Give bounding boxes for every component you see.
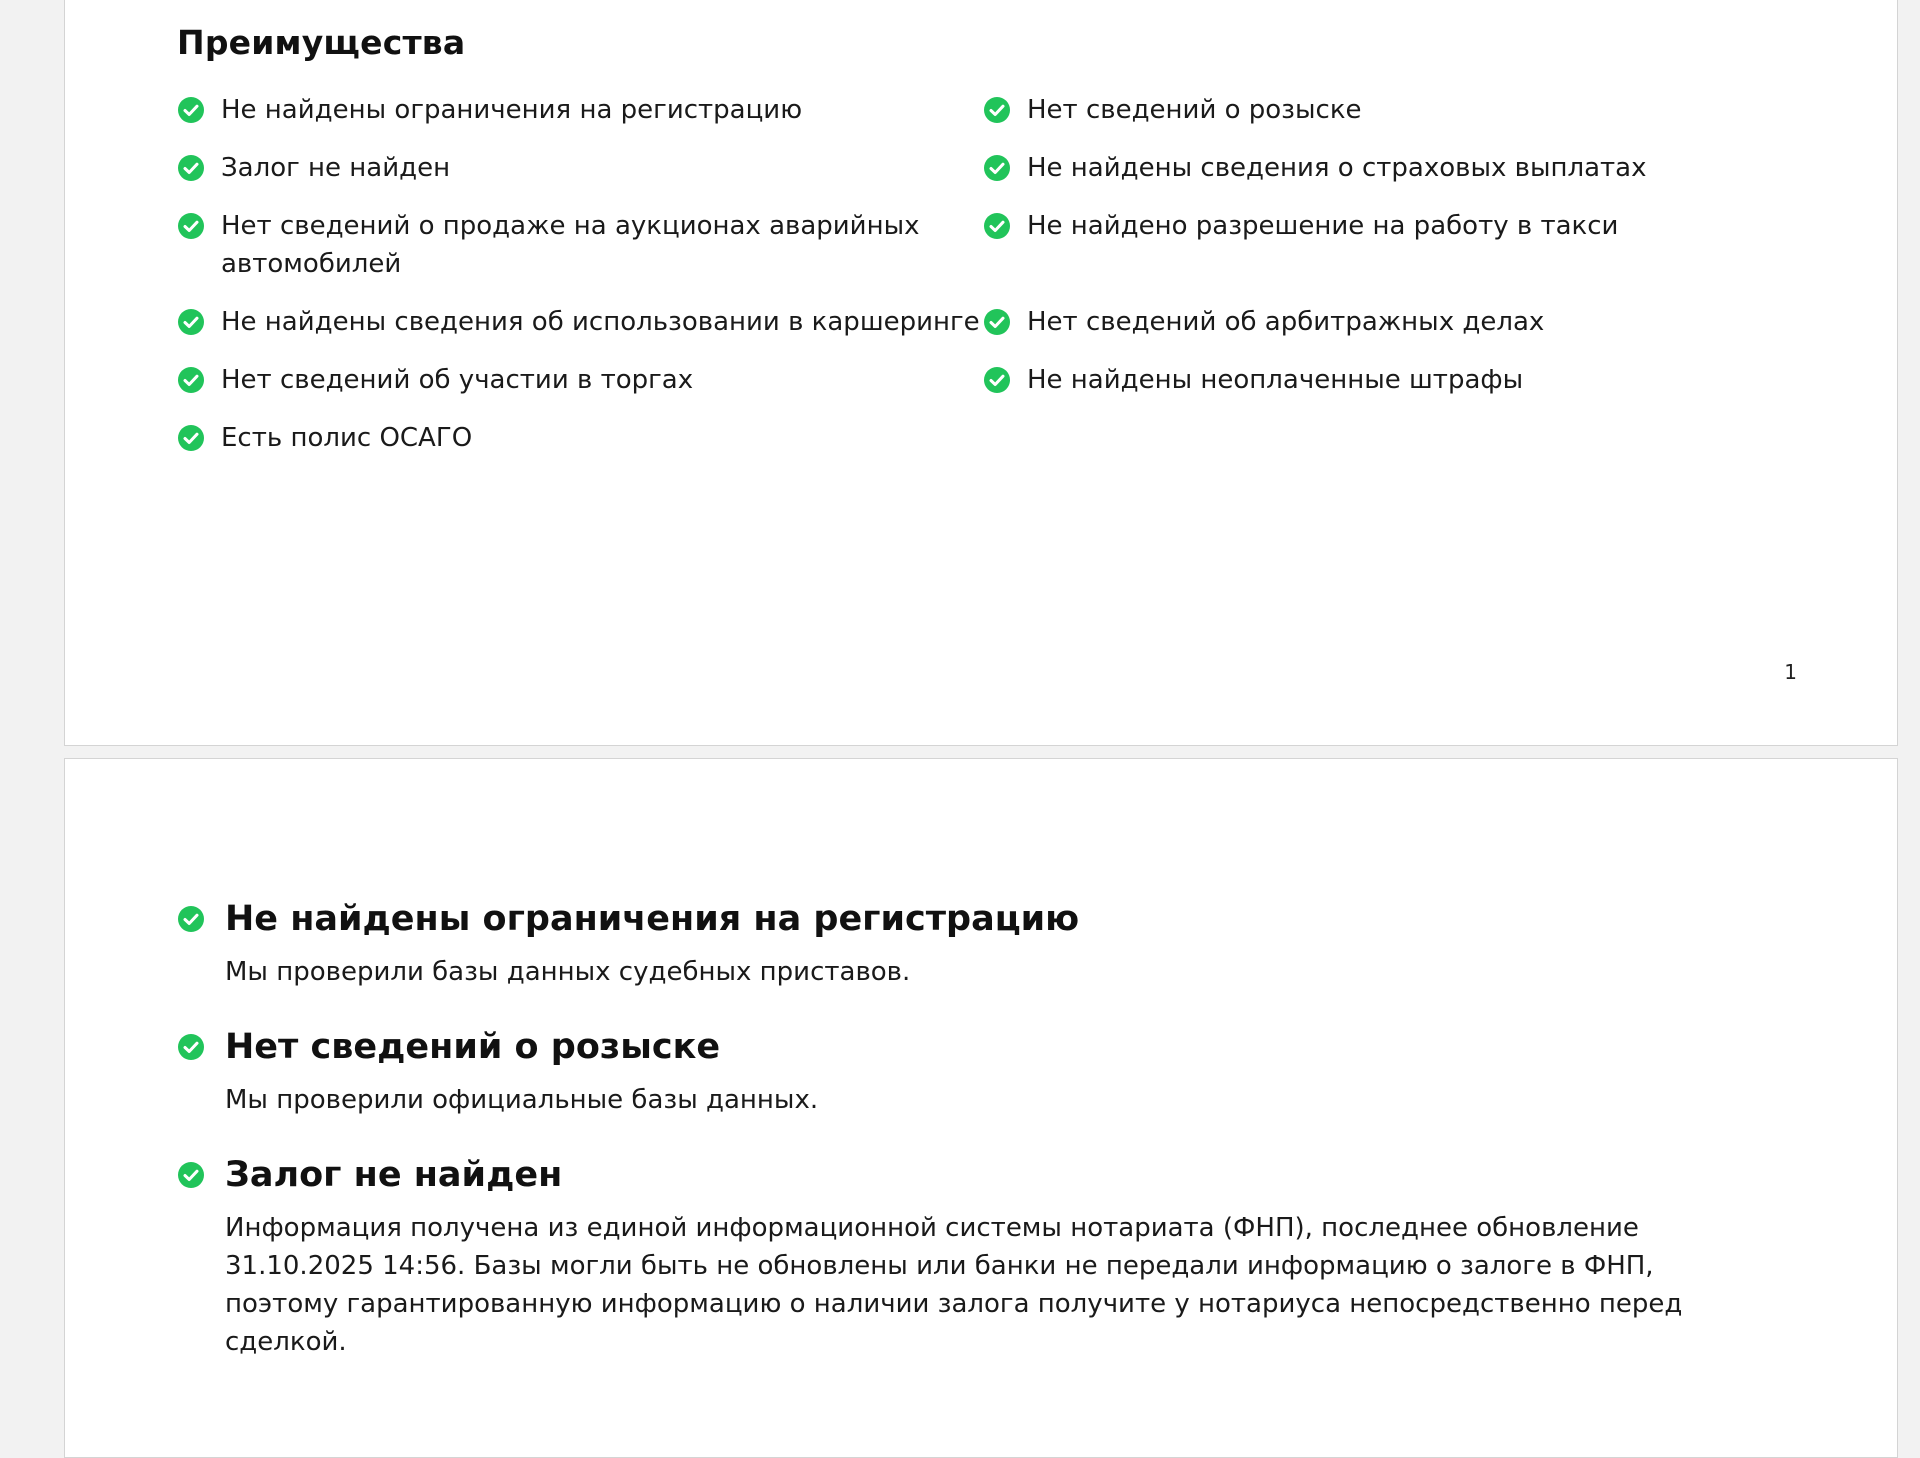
advantage-label: Нет сведений об арбитражных делах (1027, 307, 1545, 337)
check-circle-icon (177, 96, 205, 124)
advantage-label: Не найдены сведения об использовании в каршеринге (221, 307, 980, 337)
detail-title: Залог не найден (225, 1155, 563, 1195)
check-circle-icon (177, 905, 205, 933)
check-circle-icon (983, 366, 1011, 394)
detail-description: Мы проверили базы данных судебных приставов. (225, 957, 911, 987)
advantage-label: Нет сведений об участии в торгах (221, 365, 694, 395)
advantage-item (983, 91, 1743, 149)
detail-title: Нет сведений о розыске (225, 1027, 721, 1067)
check-circle-icon (177, 424, 205, 452)
advantage-item (983, 207, 1743, 303)
advantage-item (177, 149, 983, 207)
report-page-1 (64, 0, 1898, 746)
check-circle-icon (177, 154, 205, 182)
advantage-item (177, 419, 983, 477)
check-circle-icon (983, 154, 1011, 182)
advantage-label: Не найдено разрешение на работу в такси (1027, 211, 1619, 241)
check-circle-icon (177, 1033, 205, 1061)
check-circle-icon (177, 308, 205, 336)
advantage-label: Не найдены неоплаченные штрафы (1027, 365, 1524, 395)
details-list (177, 897, 1797, 1395)
check-circle-icon (177, 366, 205, 394)
detail-section (177, 1153, 1797, 1361)
advantages-title: Преимущества (177, 23, 466, 62)
advantages-list (177, 91, 1743, 477)
advantage-label: Нет сведений о продаже на аукционах аварийных автомобилей (221, 211, 920, 279)
check-circle-icon (983, 212, 1011, 240)
advantage-item (177, 91, 983, 149)
advantage-item (177, 361, 983, 419)
advantage-label: Нет сведений о розыске (1027, 95, 1362, 125)
detail-title: Не найдены ограничения на регистрацию (225, 899, 1080, 939)
advantage-item (983, 149, 1743, 207)
detail-description: Информация получена из единой информационной системы нотариата (ФНП), последнее обновление 31.10.2025 14:56. Базы могли быть не обновлены или банки не передали информацию о залоге в ФНП, поэтому гарантированную информацию о наличии залога получите у нотариуса непосредственно перед сделкой. (225, 1213, 1683, 1357)
advantage-item (177, 207, 983, 303)
check-circle-icon (983, 96, 1011, 124)
advantage-label: Залог не найден (221, 153, 451, 183)
detail-header (177, 897, 1797, 941)
check-circle-icon (177, 1161, 205, 1189)
page-number: 1 (1784, 660, 1797, 684)
advantage-label: Не найдены сведения о страховых выплатах (1027, 153, 1647, 183)
detail-header (177, 1153, 1797, 1197)
report-page-2 (64, 758, 1898, 1458)
advantage-item (177, 303, 983, 361)
advantage-label: Есть полис ОСАГО (221, 423, 473, 453)
advantage-label: Не найдены ограничения на регистрацию (221, 95, 803, 125)
detail-section (177, 897, 1797, 991)
advantage-item (983, 361, 1743, 419)
check-circle-icon (983, 308, 1011, 336)
advantage-item (983, 303, 1743, 361)
check-circle-icon (177, 212, 205, 240)
detail-section (177, 1025, 1797, 1119)
detail-header (177, 1025, 1797, 1069)
detail-description: Мы проверили официальные базы данных. (225, 1085, 819, 1115)
